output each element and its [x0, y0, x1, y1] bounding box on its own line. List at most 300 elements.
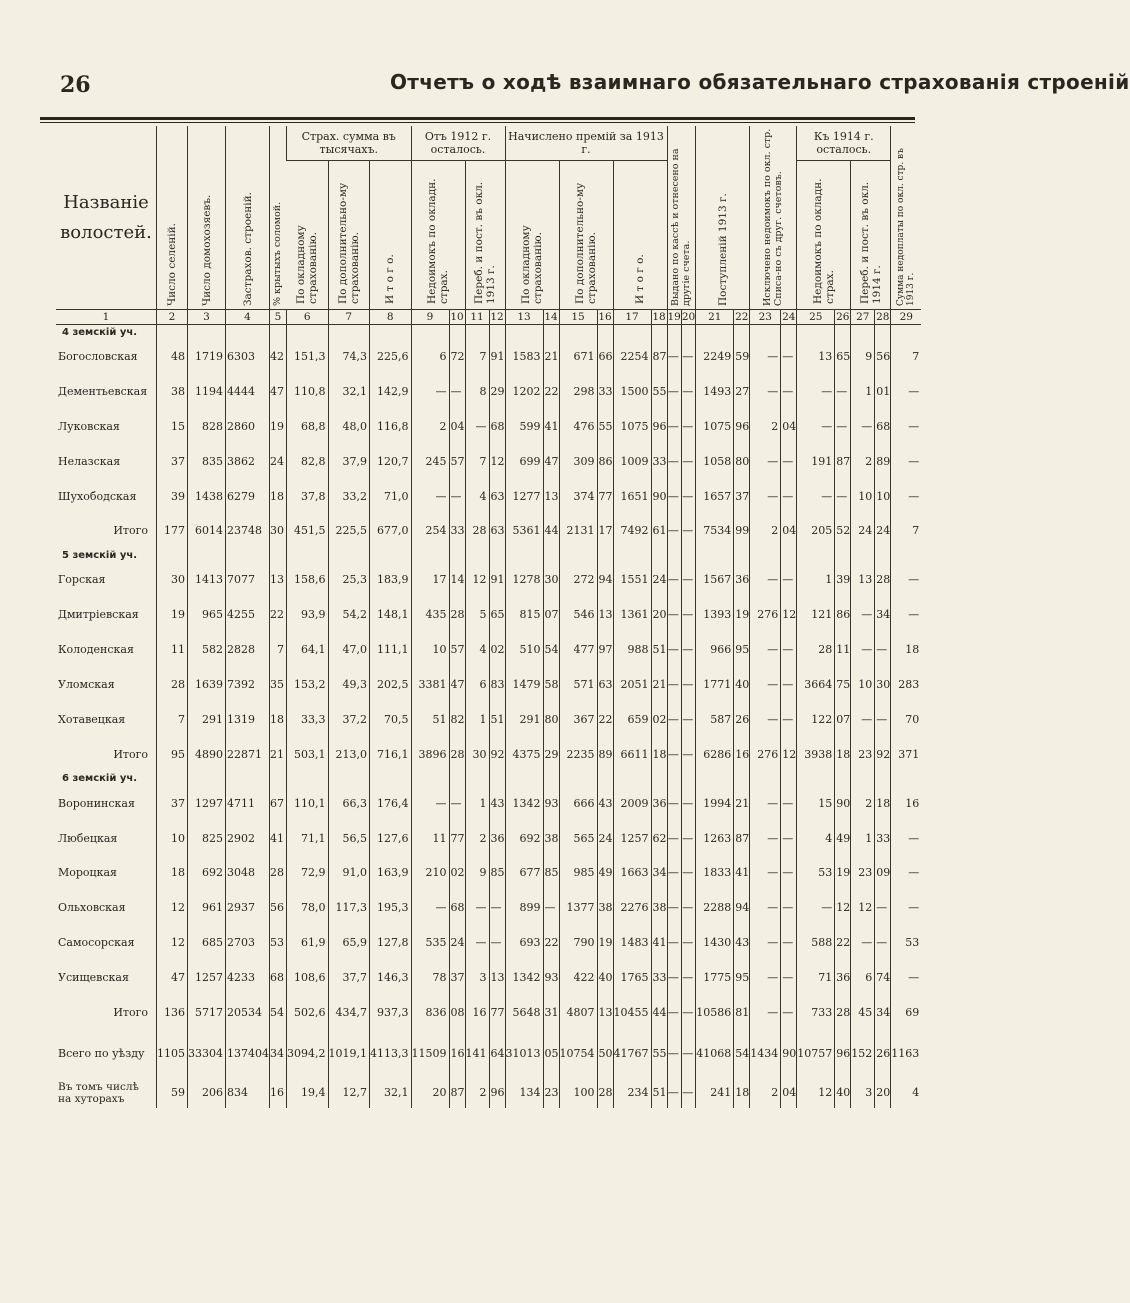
table-row	[56, 479, 921, 514]
cell-col-28: 30	[875, 667, 891, 702]
cell-col-10: 04	[449, 409, 465, 444]
cell-col-16: 89	[597, 737, 613, 772]
cell-col-27: 10	[851, 479, 875, 514]
cell-col-28: 89	[875, 444, 891, 479]
cell-col-4: 2902	[226, 821, 270, 856]
cell-col-4: 6303	[226, 339, 270, 374]
cell-col-6: 110,1	[287, 786, 329, 821]
cell-col-8: 120,7	[370, 444, 412, 479]
empty-cell	[597, 325, 613, 340]
cell-col-11: 5	[465, 597, 489, 632]
empty-cell	[328, 325, 370, 340]
cell-col-24: 12	[781, 737, 797, 772]
empty-cell	[750, 325, 781, 340]
cell-col-16: 22	[597, 702, 613, 737]
cell-col-3: 685	[188, 925, 226, 960]
cell-col-24: —	[781, 925, 797, 960]
cell-col-21: 6286	[696, 737, 734, 772]
cell-col-13: 1342	[505, 960, 543, 995]
empty-cell	[328, 548, 370, 562]
cell-col-2: 15	[157, 409, 188, 444]
empty-cell	[875, 772, 891, 786]
cell-col-22: 40	[734, 667, 750, 702]
cell-col-11: 16	[465, 995, 489, 1030]
cell-col-20: —	[681, 444, 695, 479]
cell-col-18: 33	[651, 960, 667, 995]
header-received: Поступленій 1913 г.	[696, 126, 750, 310]
cell-col-16: 13	[597, 995, 613, 1030]
volost-name: Хотавецкая	[58, 712, 126, 726]
empty-cell	[667, 548, 681, 562]
cell-col-4: 4711	[226, 786, 270, 821]
statistics-table	[56, 126, 921, 1108]
cell-col-18: 55	[651, 1030, 667, 1078]
cell-col-4: 2860	[226, 409, 270, 444]
cell-col-24: —	[781, 632, 797, 667]
cell-col-17: 1765	[613, 960, 651, 995]
cell-col-10: 82	[449, 702, 465, 737]
cell-col-29: —	[891, 855, 922, 890]
cell-col-14: 23	[543, 1078, 559, 1108]
volost-name: Уломская	[58, 677, 115, 691]
cell-col-19: —	[667, 821, 681, 856]
cell-col-2: 28	[157, 667, 188, 702]
cell-col-13: 692	[505, 821, 543, 856]
cell-col-25: —	[797, 374, 835, 409]
cell-col-20: —	[681, 1030, 695, 1078]
cell-col-22: 81	[734, 995, 750, 1030]
cell-col-7: 12,7	[328, 1078, 370, 1108]
empty-cell	[891, 548, 922, 562]
cell-col-13: 677	[505, 855, 543, 890]
volost-name: Дмитріевская	[58, 608, 139, 622]
cell-col-26: 49	[835, 821, 851, 856]
cell-col-21: 1058	[696, 444, 734, 479]
cell-col-11: 4	[465, 479, 489, 514]
cell-col-25: 3938	[797, 737, 835, 772]
cell-col-2: 177	[157, 513, 188, 548]
volost-name: Самосорская	[58, 936, 135, 950]
cell-col-4: 23748	[226, 513, 270, 548]
volost-name: Дементьевская	[58, 384, 148, 398]
cell-col-3: 1413	[188, 562, 226, 597]
cell-col-12: 83	[489, 667, 505, 702]
cell-col-22: 21	[734, 786, 750, 821]
cell-col-7: 1019,1	[328, 1030, 370, 1078]
cell-col-15: 1377	[559, 890, 597, 925]
empty-cell	[505, 548, 543, 562]
empty-cell	[696, 772, 734, 786]
cell-col-7: 32,1	[328, 374, 370, 409]
cell-col-6: 158,6	[287, 562, 329, 597]
cell-col-16: 55	[597, 409, 613, 444]
cell-col-11: 9	[465, 855, 489, 890]
cell-col-15: 546	[559, 597, 597, 632]
cell-col-9: 435	[411, 597, 449, 632]
cell-col-24: —	[781, 855, 797, 890]
volost-name: Луковская	[58, 419, 120, 433]
header-group-row	[56, 126, 921, 161]
cell-col-13: 510	[505, 632, 543, 667]
column-number: 18	[652, 311, 666, 323]
cell-col-11: 2	[465, 1078, 489, 1108]
table-row	[56, 597, 921, 632]
cell-col-26: 75	[835, 667, 851, 702]
cell-col-27: 2	[851, 444, 875, 479]
cell-col-9: 3896	[411, 737, 449, 772]
cell-col-14: 80	[543, 702, 559, 737]
cell-col-22: 99	[734, 513, 750, 548]
cell-col-7: 33,2	[328, 479, 370, 514]
cell-col-8: 127,6	[370, 821, 412, 856]
cell-col-25: 53	[797, 855, 835, 890]
cell-col-28: 20	[875, 1078, 891, 1108]
column-number: 10	[450, 311, 464, 323]
cell-col-10: —	[449, 786, 465, 821]
cell-col-26: 87	[835, 444, 851, 479]
cell-col-12: 13	[489, 960, 505, 995]
column-number: 16	[598, 311, 612, 323]
cell-col-12: 92	[489, 737, 505, 772]
cell-col-10: 77	[449, 821, 465, 856]
cell-col-23: —	[750, 562, 781, 597]
column-number: 7	[328, 310, 370, 325]
cell-col-20: —	[681, 1078, 695, 1108]
cell-col-6: 61,9	[287, 925, 329, 960]
empty-cell	[651, 772, 667, 786]
cell-col-17: 2009	[613, 786, 651, 821]
cell-col-9: 20	[411, 1078, 449, 1108]
cell-col-17: 1651	[613, 479, 651, 514]
cell-col-22: 37	[734, 479, 750, 514]
cell-col-10: —	[449, 374, 465, 409]
cell-col-24: —	[781, 995, 797, 1030]
cell-col-14: —	[543, 890, 559, 925]
cell-col-9: 254	[411, 513, 449, 548]
cell-col-20: —	[681, 479, 695, 514]
cell-col-6: 64,1	[287, 632, 329, 667]
cell-col-25: 3664	[797, 667, 835, 702]
empty-cell	[370, 325, 412, 340]
cell-col-6: 3094,2	[287, 1030, 329, 1078]
cell-col-14: 54	[543, 632, 559, 667]
cell-col-6: 19,4	[287, 1078, 329, 1108]
cell-col-6: 72,9	[287, 855, 329, 890]
cell-col-18: 61	[651, 513, 667, 548]
cell-col-2: 18	[157, 855, 188, 890]
cell-col-28: —	[875, 702, 891, 737]
empty-cell	[797, 772, 835, 786]
cell-col-17: 2254	[613, 339, 651, 374]
cell-col-5: 30	[270, 513, 287, 548]
cell-col-27: 10	[851, 667, 875, 702]
top-rule-thin	[40, 122, 915, 123]
cell-col-15: 367	[559, 702, 597, 737]
empty-cell	[226, 772, 270, 786]
cell-col-15: 272	[559, 562, 597, 597]
cell-col-27: 24	[851, 513, 875, 548]
cell-col-15: 10754	[559, 1030, 597, 1078]
cell-col-24: —	[781, 562, 797, 597]
cell-col-4: 7392	[226, 667, 270, 702]
cell-col-4: 1319	[226, 702, 270, 737]
cell-col-13: 599	[505, 409, 543, 444]
cell-col-2: 12	[157, 890, 188, 925]
cell-col-7: 225,5	[328, 513, 370, 548]
cell-col-24: 04	[781, 409, 797, 444]
cell-col-27: —	[851, 597, 875, 632]
empty-cell	[543, 548, 559, 562]
cell-col-4: 20534	[226, 995, 270, 1030]
cell-col-4: 3048	[226, 855, 270, 890]
cell-col-5: 42	[270, 339, 287, 374]
cell-col-13: 5648	[505, 995, 543, 1030]
cell-col-13: 1277	[505, 479, 543, 514]
cell-col-29: —	[891, 409, 922, 444]
empty-cell	[613, 548, 651, 562]
cell-col-17: 41767	[613, 1030, 651, 1078]
header-acc-total: И т о г о.	[613, 161, 667, 310]
cell-col-13: 291	[505, 702, 543, 737]
cell-col-22: 26	[734, 702, 750, 737]
empty-cell	[543, 772, 559, 786]
cell-col-20: —	[681, 890, 695, 925]
empty-cell	[613, 325, 651, 340]
cell-col-28: 28	[875, 562, 891, 597]
cell-col-16: 66	[597, 339, 613, 374]
cell-col-21: 2288	[696, 890, 734, 925]
column-number: 22	[735, 311, 749, 323]
empty-cell	[188, 772, 226, 786]
cell-col-3: 1639	[188, 667, 226, 702]
empty-cell	[781, 548, 797, 562]
cell-col-16: 94	[597, 562, 613, 597]
cell-col-25: 205	[797, 513, 835, 548]
cell-col-17: 1075	[613, 409, 651, 444]
empty-cell	[851, 548, 875, 562]
empty-cell	[370, 772, 412, 786]
cell-col-26: 90	[835, 786, 851, 821]
cell-col-15: 298	[559, 374, 597, 409]
cell-col-24: —	[781, 444, 797, 479]
cell-col-21: 10586	[696, 995, 734, 1030]
cell-col-8: 677,0	[370, 513, 412, 548]
cell-col-19: —	[667, 786, 681, 821]
empty-cell	[489, 548, 505, 562]
cell-col-10: 08	[449, 995, 465, 1030]
column-number: 23	[750, 310, 781, 325]
cell-col-10: 47	[449, 667, 465, 702]
cell-col-28: 18	[875, 786, 891, 821]
cell-col-18: 51	[651, 1078, 667, 1108]
column-number: 6	[287, 310, 329, 325]
empty-cell	[505, 772, 543, 786]
cell-col-26: 39	[835, 562, 851, 597]
cell-col-16: 28	[597, 1078, 613, 1108]
cell-col-19: —	[667, 632, 681, 667]
header-num-households: Число домохозяевъ.	[188, 126, 226, 310]
cell-col-3: 33304	[188, 1030, 226, 1078]
cell-col-19: —	[667, 890, 681, 925]
cell-col-16: 86	[597, 444, 613, 479]
cell-col-29: —	[891, 890, 922, 925]
empty-cell	[613, 772, 651, 786]
cell-col-17: 1483	[613, 925, 651, 960]
cell-col-12: —	[489, 925, 505, 960]
cell-col-8: 148,1	[370, 597, 412, 632]
cell-col-15: 666	[559, 786, 597, 821]
cell-col-9: 535	[411, 925, 449, 960]
cell-col-9: —	[411, 890, 449, 925]
cell-col-5: 28	[270, 855, 287, 890]
cell-col-7: 117,3	[328, 890, 370, 925]
cell-col-9: —	[411, 374, 449, 409]
empty-cell	[875, 548, 891, 562]
empty-cell	[597, 772, 613, 786]
cell-col-5: 56	[270, 890, 287, 925]
cell-col-3: 965	[188, 597, 226, 632]
column-number: 17	[613, 310, 651, 325]
cell-col-20: —	[681, 374, 695, 409]
cell-col-23: 1434	[750, 1030, 781, 1078]
empty-cell	[559, 325, 597, 340]
empty-cell	[734, 772, 750, 786]
cell-col-16: 97	[597, 632, 613, 667]
cell-col-18: 34	[651, 855, 667, 890]
cell-col-17: 1500	[613, 374, 651, 409]
cell-col-23: —	[750, 925, 781, 960]
cell-col-29: —	[891, 597, 922, 632]
cell-col-22: 94	[734, 890, 750, 925]
cell-col-27: 9	[851, 339, 875, 374]
cell-col-22: 95	[734, 632, 750, 667]
empty-cell	[835, 548, 851, 562]
cell-col-26: 07	[835, 702, 851, 737]
header-sum-total: И т о г о.	[370, 161, 412, 310]
cell-col-5: 18	[270, 702, 287, 737]
cell-col-3: 825	[188, 821, 226, 856]
empty-cell	[287, 325, 329, 340]
cell-col-11: —	[465, 409, 489, 444]
cell-col-24: —	[781, 821, 797, 856]
cell-col-16: 17	[597, 513, 613, 548]
cell-col-10: 28	[449, 737, 465, 772]
cell-col-27: 13	[851, 562, 875, 597]
empty-cell	[543, 325, 559, 340]
column-number: 1	[56, 310, 157, 325]
header-left1912-group: Отъ 1912 г. осталось.	[411, 126, 505, 161]
cell-col-15: 565	[559, 821, 597, 856]
cell-col-8: 4113,3	[370, 1030, 412, 1078]
cell-col-27: 3	[851, 1078, 875, 1108]
header-left1912-arrears: Недоимокъ по окладн. страх.	[411, 161, 465, 310]
cell-col-21: 1263	[696, 821, 734, 856]
cell-col-6: 93,9	[287, 597, 329, 632]
cell-col-11: 6	[465, 667, 489, 702]
header-name-col: Названіе волостей.	[60, 191, 152, 243]
cell-col-19: —	[667, 702, 681, 737]
empty-cell	[696, 548, 734, 562]
cell-col-15: 476	[559, 409, 597, 444]
empty-cell	[449, 548, 465, 562]
cell-col-14: 30	[543, 562, 559, 597]
cell-col-20: —	[681, 737, 695, 772]
cell-col-19: —	[667, 1078, 681, 1108]
cell-col-13: 1342	[505, 786, 543, 821]
cell-col-15: 790	[559, 925, 597, 960]
cell-col-11: 2	[465, 821, 489, 856]
cell-col-16: 77	[597, 479, 613, 514]
column-number-row	[56, 310, 921, 325]
cell-col-28: —	[875, 890, 891, 925]
cell-col-28: 74	[875, 960, 891, 995]
cell-col-26: 28	[835, 995, 851, 1030]
header-accrued-group: Начислено премій за 1913 г.	[505, 126, 667, 161]
cell-col-10: 57	[449, 444, 465, 479]
cell-col-11: 1	[465, 786, 489, 821]
cell-col-26: —	[835, 409, 851, 444]
column-number: 12	[490, 311, 504, 323]
cell-col-16: 63	[597, 667, 613, 702]
cell-col-5: 19	[270, 409, 287, 444]
cell-col-13: 134	[505, 1078, 543, 1108]
cell-col-25: 12	[797, 1078, 835, 1108]
column-number: 2	[157, 310, 188, 325]
cell-col-9: 210	[411, 855, 449, 890]
cell-col-17: 2276	[613, 890, 651, 925]
cell-col-9: 11509	[411, 1030, 449, 1078]
volost-name: Колоденская	[58, 643, 134, 657]
cell-col-20: —	[681, 597, 695, 632]
cell-col-15: 374	[559, 479, 597, 514]
header-sum-salary: По окладному страхованію.	[295, 224, 319, 304]
cell-col-7: 48,0	[328, 409, 370, 444]
cell-col-22: 19	[734, 597, 750, 632]
cell-col-27: —	[851, 632, 875, 667]
cell-col-12: 36	[489, 821, 505, 856]
cell-col-18: 02	[651, 702, 667, 737]
cell-col-9: 3381	[411, 667, 449, 702]
cell-col-19: —	[667, 995, 681, 1030]
cell-col-20: —	[681, 409, 695, 444]
cell-col-8: 71,0	[370, 479, 412, 514]
cell-col-10: —	[449, 479, 465, 514]
cell-col-21: 1771	[696, 667, 734, 702]
cell-col-9: —	[411, 479, 449, 514]
empty-cell	[157, 548, 188, 562]
table-body	[56, 325, 921, 1108]
cell-col-13: 699	[505, 444, 543, 479]
cell-col-14: 41	[543, 409, 559, 444]
section-label: 4 земскій уч.	[62, 326, 138, 338]
cell-col-7: 25,3	[328, 562, 370, 597]
cell-col-22: 95	[734, 960, 750, 995]
cell-col-18: 44	[651, 995, 667, 1030]
cell-col-24: —	[781, 374, 797, 409]
cell-col-2: 10	[157, 821, 188, 856]
cell-col-8: 183,9	[370, 562, 412, 597]
cell-col-7: 74,3	[328, 339, 370, 374]
cell-col-7: 66,3	[328, 786, 370, 821]
cell-col-21: 1833	[696, 855, 734, 890]
cell-col-6: 37,8	[287, 479, 329, 514]
cell-col-13: 4375	[505, 737, 543, 772]
cell-col-9: 10	[411, 632, 449, 667]
cell-col-27: 12	[851, 890, 875, 925]
cell-col-17: 1257	[613, 821, 651, 856]
cell-col-3: 5717	[188, 995, 226, 1030]
cell-col-18: 96	[651, 409, 667, 444]
